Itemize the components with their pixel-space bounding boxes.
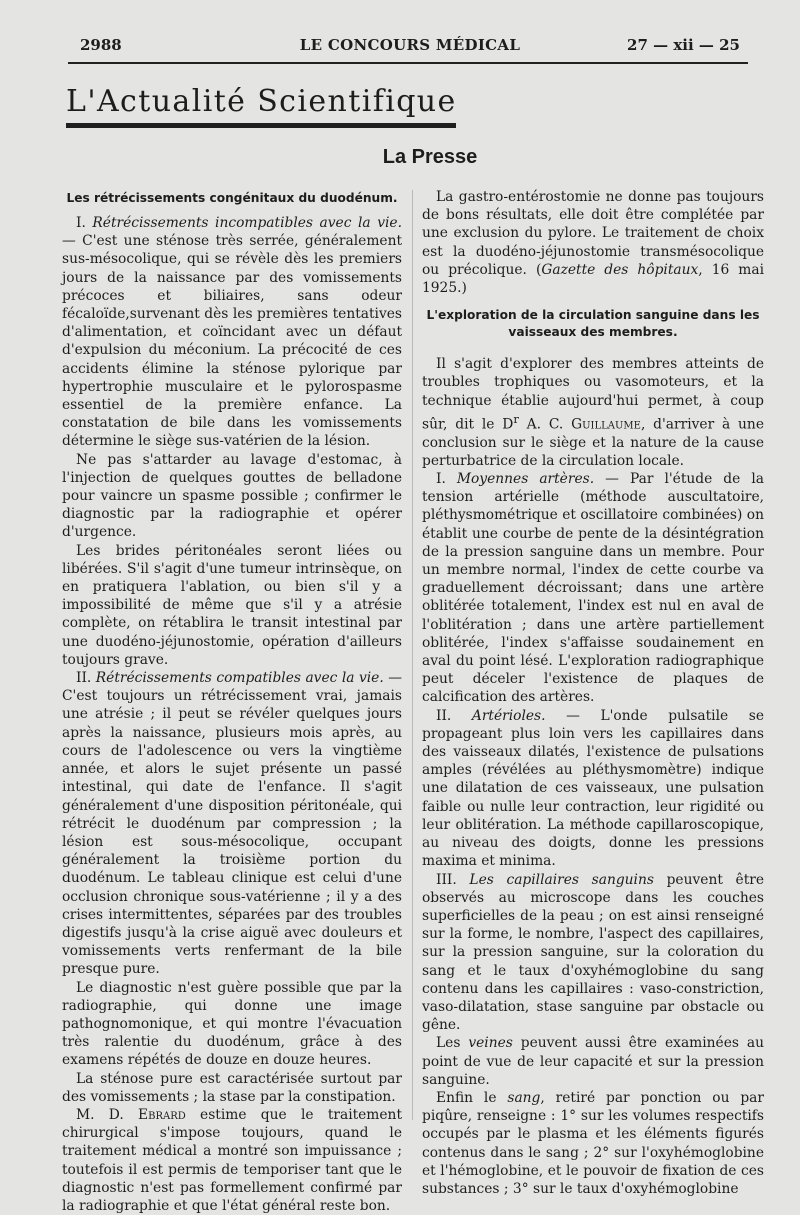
paragraph: Il s'agit d'explorer des membres atteints de troubles trophiques ou vasomoteurs, et la technique établie aujourd'hui permet, à coup sûr, dit le $D^r$ A. C. Guillaume, d'arriver à une conclusion sur le siège et la nature de la cause perturbatrice de la circulation locale. [422,356,764,469]
title-rule [66,123,456,128]
paragraph: III. Les capillaires sanguins peuvent être observés au microscope dans les couches superficielles de la peau ; on est ainsi renseigné sur la forme, le nombre, l'aspect des capillaires, sur la pression sanguine, sur la coloration du sang et le taux d'oxyhémoglobine du sang contenu dans les capillaires : vaso-constriction, vaso-dilatation, stase sanguine par obstacle ou gêne. [422,871,765,1034]
article-heading: Les rétrécissements congénitaux du duodénum. [66,191,398,205]
paragraph: Les veines peuvent aussi être examinées au point de vue de leur capacité et sur la pression sanguine. [422,1035,764,1088]
issue-date: 27 — xii — 25 [627,36,740,54]
right-column [422,188,764,1198]
page-number: 2988 [80,36,122,54]
section-title: L'Actualité Scientifique [66,84,457,119]
paragraph: Enfin le sang, retiré par ponction ou par piqûre, renseigne : 1° sur les volumes respectifs occupés par le plasma et les éléments figurés contenus dans le sang ; 2° sur l'oxyhémoglobine et l'hémoglobine, et le pouvoir de fixation de ces substances ; 3° sur le taux d'oxyhémoglobine [422,1089,764,1197]
paragraph: I. Rétrécissements incompatibles avec la vie. — C'est une sténose très serrée, généralement sus-mésocolique, qui se révèle dès les premiers jours de la naissance par des vomissements précoces et biliaires, sans odeur fécaloïde,survenant dès les premières tentatives d'alimentation, et coïncidant avec un défaut d'expulsion du méconium. La précocité de ces accidents élimine la sténose pylorique par hypertrophie musculaire et le pylorospasme essentiel de la première enfance. La constatation de bile dans les vomissements détermine le siège sus-vatérien de la lésion. [62,215,402,450]
column-divider [412,190,413,1120]
paragraph: La gastro-entérostomie ne donne pas toujours de bons résultats, elle doit être complétée par une exclusion du pylore. Le traitement de choix est la duodéno-jéjunostomie transmésocolique ou précolique. (Gazette des hôpitaux, 16 mai 1925.) [422,189,764,297]
paragraph: Les brides péritonéales seront liées ou libérées. S'il s'agit d'une tumeur intrinsèque, on en pratiquera l'ablation, ou bien s'il y a impossibilité de même que s'il y a atrésie complète, on rétablira le transit intestinal par une duodéno-jéjunostomie, opération d'ailleurs toujours grave. [62,542,402,668]
paragraph: Le diagnostic n'est guère possible que par la radiographie, qui donne une image pathognomonique, et qui montre l'évacuation très ralentie du duodénum, grâce à des examens répétés de douze en douze heures. [62,979,402,1069]
left-column [62,190,402,1215]
paragraph: Ne pas s'attarder au lavage d'estomac, à l'injection de quelques gouttes de belladone pour vaincre un spasme possible ; confirmer le diagnostic par la radiographie et opérer d'urgence. [62,451,402,541]
journal-title: LE CONCOURS MÉDICAL [299,36,521,54]
paragraph: La sténose pure est caractérisée surtout par des vomissements ; la stase par la constipation. [62,1070,402,1105]
paragraph: M. D. Ebrard estime que le traitement chirurgical s'impose toujours, quand le traitement médical a montré son impuissance ; toutefois il est permis de temporiser tant que le diagnostic n'est pas formellement confirmé par la radiographie et que l'état général reste bon. [62,1106,402,1214]
running-head [80,36,740,58]
paragraph: II. Artérioles. — L'onde pulsatile se propageant plus loin vers les capillaires dans des vaisseaux dilatés, l'existence de pulsations amples (révélées au pléthysmomètre) indique une dilatation de ces vaisseaux, une pulsation faible ou nulle leur contraction, leur rigidité ou leur oblitération. La méthode capillaroscopique, au niveau des doigts, donne les pressions maxima et minima. [422,707,765,870]
subsection-title: La Presse [382,146,478,168]
article-heading: L'exploration de la circulation sanguine dans les vaisseaux des membres. [426,308,760,340]
header-rule [68,62,748,64]
paragraph: I. Moyennes artères. — Par l'étude de la tension artérielle (méthode auscultatoire, pléthysmométrique et oscillatoire combinées) on établit une courbe de pente de la désintégration de la pression sanguine dans un membre. Pour un membre normal, l'index de cette courbe va graduellement décroissant; dans une artère oblitérée totalement, l'index est nul en aval de l'oblitération ; dans une artère partiellement oblitérée, l'index s'affaisse soudainement en aval du point lésé. L'exploration radiographique peut déceler l'existence de plaques de calcification des artères. [422,471,764,706]
paragraph: II. Rétrécissements compatibles avec la vie. — C'est toujours un rétrécissement vrai, jamais une atrésie ; il peut se révéler quelques jours après la naissance, plusieurs mois après, au cours de l'adolescence ou vers la vingtième année, et alors le sujet présente un passé intestinal, qui date de l'enfance. Il s'agit généralement d'une disposition péritonéale, qui rétrécit le duodénum par compression ; la lésion est sous-mésocolique, occupant généralement la troisième portion du duodénum. Le tableau clinique est celui d'une occlusion chronique sous-vatérienne ; il y a des crises intermittentes, séparées par des troubles digestifs jusqu'à la crise aiguë avec douleurs et vomissements verts renfermant de la bile presque pure. [62,670,402,978]
